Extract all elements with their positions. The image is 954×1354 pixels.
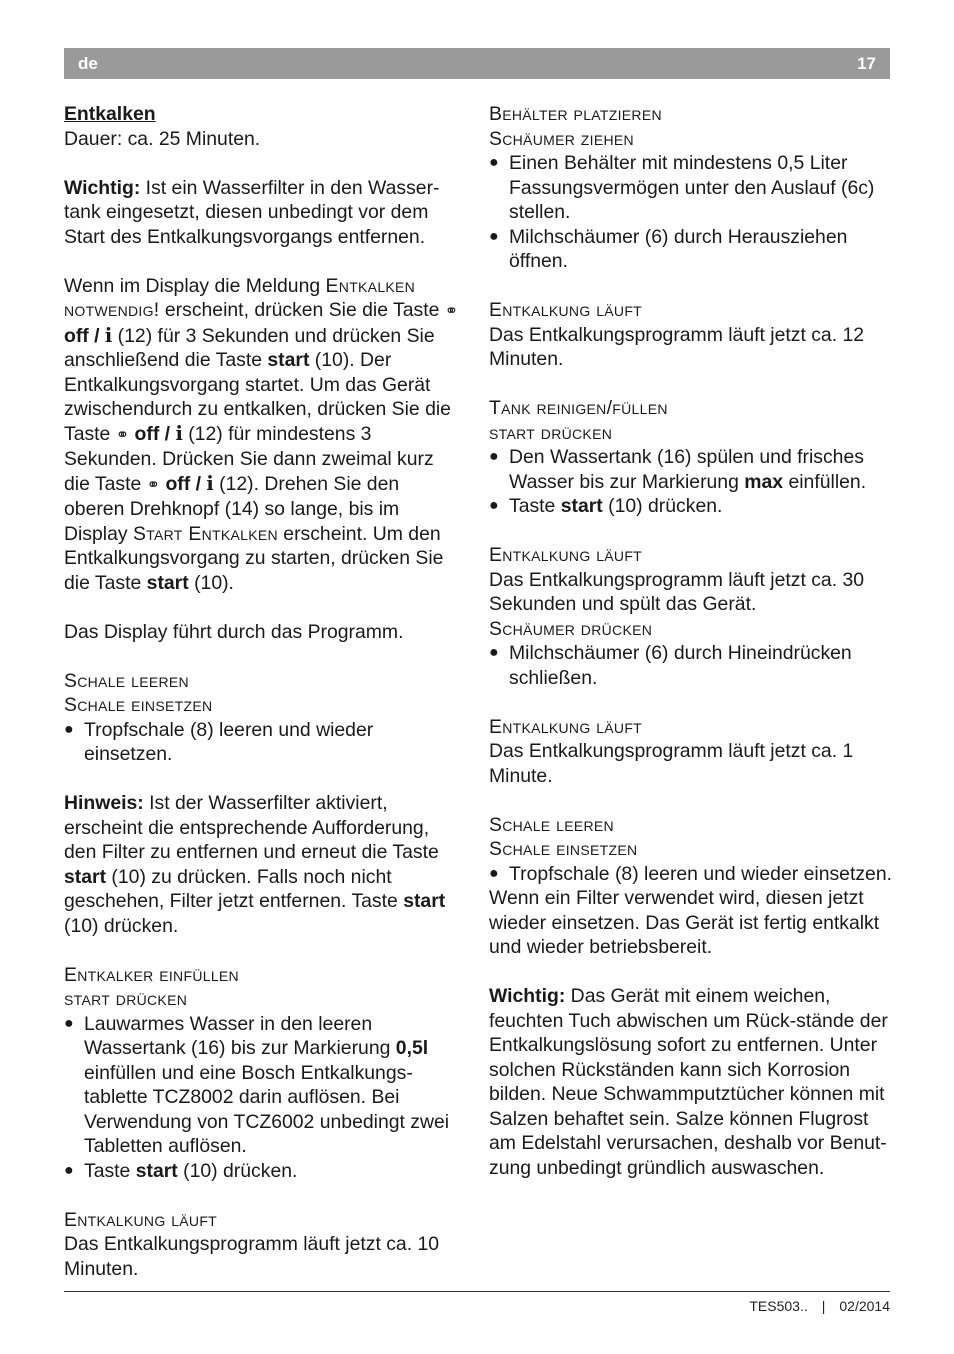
text-run: (10). xyxy=(188,571,234,594)
text-run: (10) drücken. xyxy=(177,1159,298,1182)
list-item xyxy=(64,1012,464,1159)
text-run: Den Wassertank (16) spülen und frisches Wasser bis zur Markierung xyxy=(509,446,864,493)
text-run: erscheint. Um den Entkalkungsvorgang zu starten, drücken Sie die Taste xyxy=(64,522,444,594)
text-run: (10). Der Entkalkungsvorgang startet. Um das Gerät zwischendurch zu entkalken, drücken Sie die Taste xyxy=(64,349,451,445)
display-message: Entkalker einfüllen xyxy=(64,963,239,986)
display-message: Entkalkung läuft xyxy=(489,299,643,321)
list-item xyxy=(489,445,893,494)
display-message: Schale einsetzen xyxy=(489,838,638,860)
display-message: Tank reinigen/füllen xyxy=(489,397,668,419)
status-text: Das Entkalkungsprogramm läuft jetzt ca. 1 Minute. xyxy=(489,740,854,787)
display-guide-text: Das Display führt durch das Programm. xyxy=(64,620,404,643)
page-number: 17 xyxy=(857,54,876,73)
display-message: Schale einsetzen xyxy=(64,694,213,716)
text-run: (12) für mindestens 3 Sekunden. Drücken Sie dann zweimal kurz die Taste xyxy=(64,422,434,495)
status-text: Das Entkalkungsprogramm läuft jetzt ca. 12 Minuten. xyxy=(489,323,865,370)
text-run: einfüllen. xyxy=(783,470,867,493)
start-key-label: start xyxy=(64,865,107,888)
display-message: Schale leeren xyxy=(64,669,189,692)
text-run: (10) zu drücken. Falls noch nicht geschehen, Filter jetzt entfernen. Taste xyxy=(64,865,404,912)
display-message: Schale leeren xyxy=(489,813,614,836)
language-label: de xyxy=(78,54,98,73)
start-key-label: start xyxy=(560,495,603,517)
start-key-label: start xyxy=(267,349,310,371)
marking-label: 0,5l xyxy=(395,1037,429,1059)
text-run: (10) drücken. xyxy=(64,914,179,937)
duration-text: Dauer: ca. 25 Minuten. xyxy=(64,127,261,150)
hint-label: Hinweis: xyxy=(64,792,144,814)
descale-icon: ⚭ xyxy=(115,424,130,444)
off-key-label: off / xyxy=(165,472,207,495)
footer-divider xyxy=(64,1291,890,1292)
text-run: Taste xyxy=(84,1159,136,1182)
text-run: erscheint, drücken Sie die Taste xyxy=(159,299,445,321)
list-item: ● Tropfschale (8) leeren und wieder einsetzen. xyxy=(64,718,464,767)
start-key-label: start xyxy=(146,571,189,594)
text-run: Taste xyxy=(509,495,561,517)
section-title: Entkalken xyxy=(64,103,156,125)
display-message: Start Entkalken xyxy=(132,522,278,545)
start-key-label: start xyxy=(135,1159,178,1182)
important-label: Wichtig: xyxy=(489,985,566,1007)
display-message: Schäumer drücken xyxy=(489,617,653,640)
important-note xyxy=(489,984,893,1180)
status-text: Das Entkalkungsprogramm läuft jetzt ca. 10 Minuten. xyxy=(64,1233,440,1280)
text-run: Lauwarmes Wasser in den leeren Wassertank (16) bis zur Markierung xyxy=(84,1012,396,1059)
display-message: Entkalkung läuft xyxy=(489,715,643,738)
text-run: Wenn im Display die Meldung xyxy=(64,274,326,297)
display-message: Entkalkung läuft xyxy=(489,544,643,566)
publication-date: 02/2014 xyxy=(839,1298,890,1314)
descale-icon: ⚭ xyxy=(146,474,161,494)
important-text: Das Gerät mit einem weichen, feuchten Tuch abwischen um Rück-stände der Entkalkungslösung sofort zu entfernen. Unter solchen Rückständen kann sich Korrosion bilden. Neue Schwammputztücher können mit Salzen behaftet sein. Salze können Flugrost am Edelstahl verursachen, deshalb vor Benut-zung unbedingt gründlich auswaschen. xyxy=(489,985,888,1179)
model-number: TES503.. xyxy=(749,1298,808,1314)
off-key-label: off / xyxy=(64,324,105,347)
text-run: (10) drücken. xyxy=(602,495,723,517)
start-key-label: start xyxy=(403,890,446,912)
status-text: Das Entkalkungsprogramm läuft jetzt ca. 30 Sekunden und spült das Gerät. xyxy=(489,568,865,615)
important-note xyxy=(64,176,464,250)
filter-text: Wenn ein Filter verwendet wird, diesen jetzt wieder einsetzen. Das Gerät ist fertig entkalkt und wieder betriebsbereit. xyxy=(489,887,880,958)
display-message: Schäumer ziehen xyxy=(489,127,634,150)
display-message: start drücken xyxy=(489,421,613,444)
list-item: ● Tropfschale (8) leeren und wieder einsetzen. xyxy=(489,862,893,887)
list-item: ● Milchschäumer (6) durch Hineindrücken schließen. xyxy=(489,641,893,690)
important-text: Ist ein Wasserfilter in den Wasser-tank eingesetzt, diesen unbedingt vor dem Start des Entkalkungsvorgangs entfernen. xyxy=(64,176,440,248)
info-key-label: i xyxy=(175,421,183,445)
hint-note xyxy=(64,791,464,938)
right-column xyxy=(489,102,893,1180)
marking-label: max xyxy=(744,470,784,493)
list-item: ● Einen Behälter mit mindestens 0,5 Liter Fassungsvermögen unter den Auslauf (6c) stellen. xyxy=(489,151,893,225)
list-item xyxy=(64,1159,464,1184)
list-item xyxy=(489,494,893,519)
page-header xyxy=(64,48,890,79)
display-message: Entkalkung läuft xyxy=(64,1208,218,1231)
text-run: (12). Drehen Sie den oberen Drehknopf (14) so lange, bis im Display xyxy=(64,472,400,545)
footer-separator: | xyxy=(821,1298,826,1314)
display-message: Entkalken notwendig! xyxy=(64,274,416,321)
display-message: start drücken xyxy=(64,988,188,1010)
display-message: Behälter platzieren xyxy=(489,103,662,125)
left-column xyxy=(64,102,464,1281)
important-label: Wichtig: xyxy=(64,176,141,199)
page-footer xyxy=(749,1298,890,1314)
text-run: (12) für 3 Sekunden und drücken Sie anschließend die Taste xyxy=(64,324,435,371)
descale-icon: ⚭ xyxy=(444,301,459,320)
off-key-label: off / xyxy=(134,422,176,445)
info-key-label: i xyxy=(206,471,214,495)
text-run: einfüllen und eine Bosch Entkalkungs-tablette TCZ8002 darin auflösen. Bei Verwendung von TCZ6002 unbedingt zwei Tabletten auflösen. xyxy=(84,1061,450,1157)
text-run: Ist der Wasserfilter aktiviert, erscheint die entsprechende Aufforderung, den Filter zu entfernen und erneut die Taste xyxy=(64,792,439,863)
info-key-label: i xyxy=(104,323,113,347)
instruction-paragraph xyxy=(64,274,464,596)
list-item: ● Milchschäumer (6) durch Herausziehen öffnen. xyxy=(489,225,893,274)
